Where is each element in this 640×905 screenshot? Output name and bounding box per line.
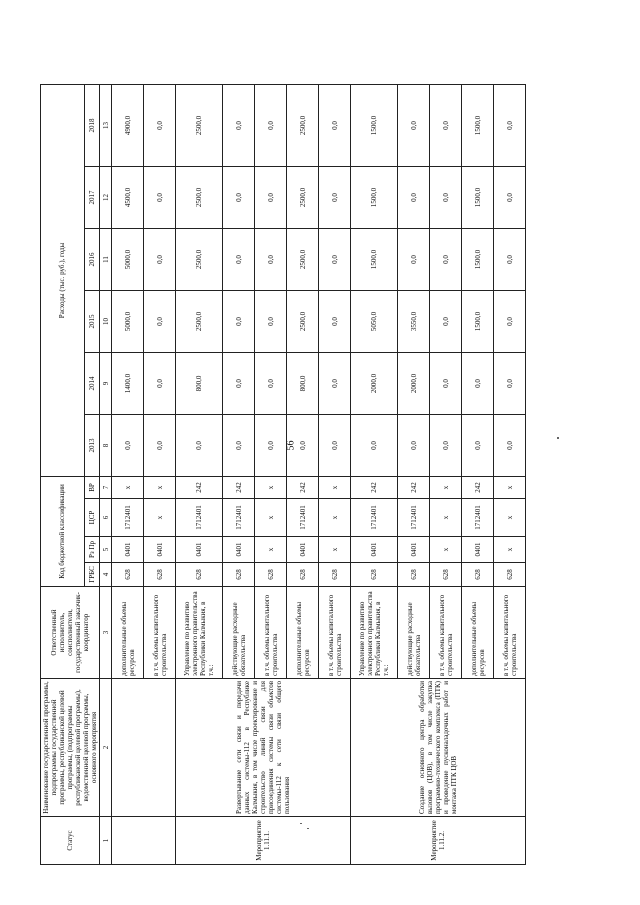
- expense-value-2017: 2500,0: [287, 166, 319, 228]
- expense-value-2018: 4900,0: [112, 84, 144, 166]
- table-row: [351, 84, 398, 864]
- csr-cell: 1712401: [287, 499, 319, 537]
- expense-value-2018: 0,0: [255, 84, 287, 166]
- rzpr-cell: x: [255, 537, 287, 563]
- csr-cell: x: [319, 499, 351, 537]
- expense-value-2017: 0,0: [398, 166, 430, 228]
- column-number: 6: [100, 499, 112, 537]
- expense-value-2013: 0,0: [319, 414, 351, 476]
- rzpr-cell: 0401: [462, 537, 494, 563]
- expense-value-2014: 2000,0: [398, 352, 430, 414]
- grbs-cell: 628: [112, 563, 144, 587]
- header-name: Наименование государственной программы, подпрограммы государственной программы, республиканской целевой программы, (подпрограммы республиканской целевой программы), ведомственной целевой программы, основного мероприятия: [41, 679, 100, 817]
- expense-value-2013: 0,0: [223, 414, 255, 476]
- expense-value-2018: 0,0: [144, 84, 176, 166]
- vr-cell: 242: [398, 476, 430, 498]
- column-number: 7: [100, 476, 112, 498]
- rzpr-cell: 0401: [223, 537, 255, 563]
- expense-value-2013: 0,0: [144, 414, 176, 476]
- expense-value-2018: 0,0: [430, 84, 462, 166]
- vr-cell: 242: [287, 476, 319, 498]
- grbs-cell: 628: [351, 563, 398, 587]
- csr-cell: x: [430, 499, 462, 537]
- column-number: 10: [100, 290, 112, 352]
- expense-value-2015: 0,0: [319, 290, 351, 352]
- rzpr-cell: 0401: [398, 537, 430, 563]
- expense-value-2017: 0,0: [223, 166, 255, 228]
- rzpr-cell: x: [319, 537, 351, 563]
- csr-cell: x: [255, 499, 287, 537]
- csr-cell: 1712401: [223, 499, 255, 537]
- expense-value-2015: 2500,0: [287, 290, 319, 352]
- executor-cell: в т.ч. объемы капитального строительства: [319, 587, 351, 679]
- scan-speck: [307, 828, 309, 829]
- expense-value-2016: 0,0: [494, 228, 526, 290]
- executor-cell: в т.ч. объемы капитального строительства: [144, 587, 176, 679]
- expense-value-2013: 0,0: [255, 414, 287, 476]
- executor-cell: в т.ч. объемы капитального строительства: [430, 587, 462, 679]
- table-row: [176, 84, 223, 864]
- column-numbers-row: [100, 84, 112, 864]
- executor-cell: дополнительные объемы ресурсов: [112, 587, 144, 679]
- scan-speck: [300, 823, 302, 824]
- expense-value-2017: 4500,0: [112, 166, 144, 228]
- header-status: Статус: [41, 817, 100, 865]
- expense-value-2014: 0,0: [430, 352, 462, 414]
- expense-value-2013: 0,0: [112, 414, 144, 476]
- executor-cell: в т.ч. объемы капитального строительства: [494, 587, 526, 679]
- column-number: 13: [100, 84, 112, 166]
- grbs-cell: 628: [255, 563, 287, 587]
- header-year: 2013: [84, 414, 99, 476]
- expense-value-2017: 0,0: [255, 166, 287, 228]
- rzpr-cell: 0401: [176, 537, 223, 563]
- expense-value-2013: 0,0: [351, 414, 398, 476]
- rzpr-cell: 0401: [144, 537, 176, 563]
- column-number: 1: [100, 817, 112, 865]
- column-number: 2: [100, 679, 112, 817]
- expense-value-2016: 5000,0: [112, 228, 144, 290]
- column-number: 12: [100, 166, 112, 228]
- executor-cell: действующие расходные обязательства: [398, 587, 430, 679]
- expense-value-2018: 2500,0: [287, 84, 319, 166]
- header-grbs: ГРБС: [84, 563, 99, 587]
- vr-cell: x: [319, 476, 351, 498]
- expense-value-2014: 0,0: [144, 352, 176, 414]
- csr-cell: x: [494, 499, 526, 537]
- expense-value-2017: 2500,0: [176, 166, 223, 228]
- expense-value-2014: 1400,0: [112, 352, 144, 414]
- grbs-cell: 628: [398, 563, 430, 587]
- rotated-page: [40, 85, 590, 865]
- expense-value-2014: 2000,0: [351, 352, 398, 414]
- expense-value-2014: 0,0: [494, 352, 526, 414]
- name-cell: [112, 679, 176, 817]
- table-row: [112, 84, 144, 864]
- scan-footer-mark: [225, 786, 231, 841]
- column-number: 3: [100, 587, 112, 679]
- grbs-cell: 628: [430, 563, 462, 587]
- grbs-cell: 628: [319, 563, 351, 587]
- column-number: 4: [100, 563, 112, 587]
- expense-value-2015: 0,0: [223, 290, 255, 352]
- status-cell: Мероприятие 1.11.2.: [351, 817, 526, 865]
- expense-value-2014: 0,0: [223, 352, 255, 414]
- header-expenses: Расходы (тыс. руб.), годы: [41, 84, 85, 476]
- expense-value-2016: 0,0: [398, 228, 430, 290]
- expense-value-2018: 0,0: [319, 84, 351, 166]
- expense-value-2015: 0,0: [144, 290, 176, 352]
- vr-cell: 242: [351, 476, 398, 498]
- column-number: 8: [100, 414, 112, 476]
- scan-speck: [557, 437, 559, 439]
- expense-value-2018: 1500,0: [462, 84, 494, 166]
- expense-value-2017: 0,0: [494, 166, 526, 228]
- grbs-cell: 628: [462, 563, 494, 587]
- vr-cell: x: [255, 476, 287, 498]
- expense-value-2018: 1500,0: [351, 84, 398, 166]
- expense-value-2015: 0,0: [430, 290, 462, 352]
- header-vr: ВР: [84, 476, 99, 498]
- expense-value-2017: 0,0: [430, 166, 462, 228]
- vr-cell: x: [144, 476, 176, 498]
- header-budget-code: Код бюджетной классификации: [41, 476, 85, 586]
- header-year: 2017: [84, 166, 99, 228]
- vr-cell: 242: [462, 476, 494, 498]
- expense-value-2014: 0,0: [462, 352, 494, 414]
- expense-value-2013: 0,0: [287, 414, 319, 476]
- executor-cell: дополнительные объемы ресурсов: [287, 587, 319, 679]
- column-number: 11: [100, 228, 112, 290]
- name-cell: Развертывание сети связи и передачи данных системы-112 в Республике Калмыкия, в том числе проектирование и строительство линий связи для присоединения системы связи объектов системы-112 к сети связи общего пользования: [176, 679, 351, 817]
- header-year: 2018: [84, 84, 99, 166]
- grbs-cell: 628: [223, 563, 255, 587]
- expense-value-2017: 1500,0: [462, 166, 494, 228]
- expense-value-2015: 0,0: [255, 290, 287, 352]
- vr-cell: x: [112, 476, 144, 498]
- rzpr-cell: 0401: [351, 537, 398, 563]
- expense-value-2013: 0,0: [430, 414, 462, 476]
- csr-cell: 1712401: [112, 499, 144, 537]
- expense-value-2016: 2500,0: [176, 228, 223, 290]
- column-number: 5: [100, 537, 112, 563]
- expense-value-2017: 1500,0: [351, 166, 398, 228]
- expense-value-2017: 0,0: [319, 166, 351, 228]
- expense-value-2014: 800,0: [176, 352, 223, 414]
- vr-cell: 242: [223, 476, 255, 498]
- expense-value-2018: 0,0: [223, 84, 255, 166]
- expense-value-2015: 5050,0: [351, 290, 398, 352]
- expense-value-2013: 0,0: [494, 414, 526, 476]
- vr-cell: 242: [176, 476, 223, 498]
- expense-value-2016: 0,0: [319, 228, 351, 290]
- expense-value-2013: 0,0: [176, 414, 223, 476]
- grbs-cell: 628: [287, 563, 319, 587]
- expense-value-2015: 0,0: [494, 290, 526, 352]
- expense-value-2016: 1500,0: [462, 228, 494, 290]
- status-cell: [112, 817, 176, 865]
- expense-value-2015: 5000,0: [112, 290, 144, 352]
- header-csr: ЦСР: [84, 499, 99, 537]
- csr-cell: 1712401: [462, 499, 494, 537]
- header-rzpr: Рз Пр: [84, 537, 99, 563]
- expenses-table: [40, 84, 526, 865]
- rzpr-cell: x: [430, 537, 462, 563]
- executor-cell: действующие расходные обязательства: [223, 587, 255, 679]
- expense-value-2016: 0,0: [223, 228, 255, 290]
- page-number: 56: [285, 440, 297, 451]
- expense-value-2016: 0,0: [255, 228, 287, 290]
- header-year: 2016: [84, 228, 99, 290]
- vr-cell: x: [430, 476, 462, 498]
- expense-value-2018: 0,0: [398, 84, 430, 166]
- expense-value-2015: 3550,0: [398, 290, 430, 352]
- expense-value-2017: 0,0: [144, 166, 176, 228]
- grbs-cell: 628: [144, 563, 176, 587]
- expense-value-2015: 1500,0: [462, 290, 494, 352]
- executor-cell: Управление по развитию электронного правительства Республики Калмыкия, в т.ч.:: [351, 587, 398, 679]
- expense-value-2016: 0,0: [430, 228, 462, 290]
- expense-value-2014: 800,0: [287, 352, 319, 414]
- csr-cell: 1712401: [398, 499, 430, 537]
- rzpr-cell: 0401: [287, 537, 319, 563]
- expense-value-2018: 2500,0: [176, 84, 223, 166]
- expense-value-2018: 0,0: [494, 84, 526, 166]
- expense-value-2014: 0,0: [319, 352, 351, 414]
- expense-value-2016: 1500,0: [351, 228, 398, 290]
- grbs-cell: 628: [494, 563, 526, 587]
- expense-value-2013: 0,0: [462, 414, 494, 476]
- header-year: 2015: [84, 290, 99, 352]
- rzpr-cell: x: [494, 537, 526, 563]
- rzpr-cell: 0401: [112, 537, 144, 563]
- header-executor: Ответственный исполнитель, соисполнители, государственный заказчик-координатор: [41, 587, 100, 679]
- expense-value-2016: 0,0: [144, 228, 176, 290]
- csr-cell: 1712401: [351, 499, 398, 537]
- column-number: 9: [100, 352, 112, 414]
- grbs-cell: 628: [176, 563, 223, 587]
- expense-value-2016: 2500,0: [287, 228, 319, 290]
- expense-value-2015: 2500,0: [176, 290, 223, 352]
- name-cell: Создание основного центра обработки вызовов (ЦОВ), в том числе закупка программно-технического комплекса (ПТК) и проведение пусконаладочных работ и монтажа ПТК ЦОВ: [351, 679, 526, 817]
- csr-cell: x: [144, 499, 176, 537]
- executor-cell: в т.ч. объемы капитального строительства: [255, 587, 287, 679]
- executor-cell: Управление по развитию электронного правительства Республики Калмыкия, в т.ч.:: [176, 587, 223, 679]
- expense-value-2013: 0,0: [398, 414, 430, 476]
- header-year: 2014: [84, 352, 99, 414]
- expense-value-2014: 0,0: [255, 352, 287, 414]
- executor-cell: дополнительные объемы ресурсов: [462, 587, 494, 679]
- vr-cell: x: [494, 476, 526, 498]
- status-cell: Мероприятие 1.11.1.: [176, 817, 351, 865]
- csr-cell: 1712401: [176, 499, 223, 537]
